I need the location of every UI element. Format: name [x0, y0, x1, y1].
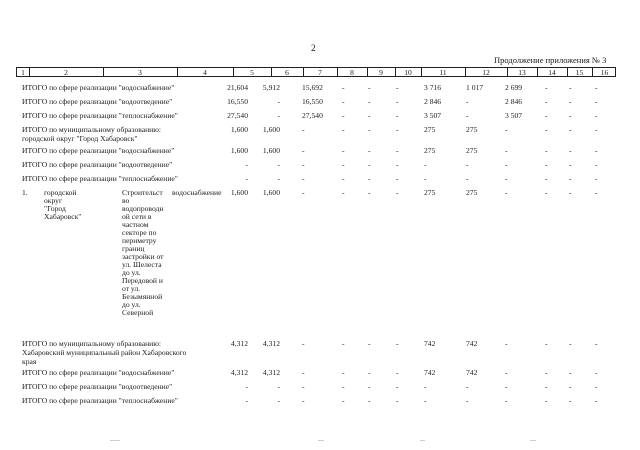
cell-col-7: -	[302, 188, 305, 197]
row-label: ИТОГО по сфере реализации "теплоснабжение"	[22, 174, 178, 183]
cell-col-6: 1,600	[262, 125, 280, 134]
cell-col-11: 275	[424, 125, 436, 134]
cell-col-7: -	[302, 160, 305, 169]
cell-col-14: -	[545, 396, 548, 405]
cell-col-12: 742	[466, 339, 478, 348]
item-project-line: Северной	[122, 308, 154, 317]
cell-col-11: 275	[424, 188, 436, 197]
cell-col-12: 275	[466, 188, 478, 197]
cell-col-10: -	[396, 83, 399, 92]
cell-col-11: 3 716	[424, 83, 442, 92]
cell-col-5: 4,312	[230, 368, 248, 377]
cell-col-10: -	[396, 339, 399, 348]
cell-col-8: -	[342, 83, 345, 92]
cell-col-13: -	[505, 368, 508, 377]
cell-col-7: -	[302, 174, 305, 183]
cell-col-16: -	[595, 111, 598, 120]
cell-col-11: 742	[424, 339, 436, 348]
cell-col-5: 4,312	[230, 339, 248, 348]
cell-col-15: -	[569, 111, 572, 120]
cell-col-5: 1,600	[230, 146, 248, 155]
cell-col-10: -	[396, 396, 399, 405]
row-label-line: края	[22, 357, 37, 366]
cell-col-6: -	[277, 382, 280, 391]
cell-col-13: -	[505, 146, 508, 155]
header-col-14: 14	[548, 68, 556, 77]
row-label: ИТОГО по сфере реализации "теплоснабжение"	[22, 111, 178, 120]
cell-col-16: -	[595, 97, 598, 106]
cell-col-14: -	[545, 111, 548, 120]
cell-col-5: 27,540	[227, 111, 248, 120]
item-project-line: во	[122, 196, 130, 205]
cell-col-8: -	[342, 160, 345, 169]
cell-col-10: -	[396, 111, 399, 120]
row-label: ИТОГО по сфере реализации "водоснабжение"	[22, 146, 175, 155]
cell-col-6: -	[277, 396, 280, 405]
cell-col-12: -	[466, 396, 469, 405]
cell-col-5: -	[245, 174, 248, 183]
cell-col-14: -	[545, 382, 548, 391]
cell-col-16: -	[595, 174, 598, 183]
cell-col-9: -	[368, 111, 371, 120]
cell-col-11: -	[424, 382, 427, 391]
cell-col-8: -	[342, 382, 345, 391]
cell-col-13: 2 699	[505, 83, 523, 92]
cell-col-11: -	[424, 396, 427, 405]
cell-col-6: 4,312	[262, 368, 280, 377]
cell-col-12: -	[466, 111, 469, 120]
row-label-line: Хабаровский муниципальный район Хабаровского	[22, 348, 187, 357]
cell-col-15: -	[569, 146, 572, 155]
item-number: 1.	[22, 188, 28, 197]
header-col-9: 9	[379, 68, 383, 77]
header-col-10: 10	[404, 68, 412, 77]
cell-col-15: -	[569, 125, 572, 134]
item-entity-line: Хабаровск"	[44, 212, 82, 221]
item-project-line: от ул.	[122, 284, 141, 293]
cell-col-6: 4,312	[262, 339, 280, 348]
header-col-15: 15	[575, 68, 584, 77]
cell-col-5: -	[245, 160, 248, 169]
row-label-line: ИТОГО по муниципальному образованию:	[22, 339, 162, 348]
cell-col-5: 1,600	[230, 188, 248, 197]
header-col-5: 5	[250, 68, 254, 77]
scan-edge	[420, 440, 425, 441]
cell-col-7: 16,550	[302, 97, 323, 106]
item-entity-line: городской	[44, 188, 77, 197]
cell-col-10: -	[396, 146, 399, 155]
cell-col-9: -	[368, 396, 371, 405]
cell-col-12: 1 017	[466, 83, 484, 92]
cell-col-14: -	[545, 174, 548, 183]
cell-col-8: -	[342, 174, 345, 183]
cell-col-7: -	[302, 339, 305, 348]
cell-col-13: 3 507	[505, 111, 523, 120]
cell-col-9: -	[368, 125, 371, 134]
cell-col-12: -	[466, 160, 469, 169]
item-project-line: Передовой и	[122, 276, 163, 285]
cell-col-8: -	[342, 368, 345, 377]
cell-col-8: -	[342, 146, 345, 155]
cell-col-7: 15,692	[302, 83, 323, 92]
row-label: ИТОГО по сфере реализации "водоотведение"	[22, 382, 173, 391]
cell-col-12: 275	[466, 146, 478, 155]
cell-col-8: -	[342, 125, 345, 134]
scan-edge	[318, 440, 324, 441]
cell-col-9: -	[368, 188, 371, 197]
cell-col-15: -	[569, 188, 572, 197]
scan-edge	[530, 440, 536, 441]
cell-col-7: -	[302, 396, 305, 405]
cell-col-11: -	[424, 160, 427, 169]
cell-col-11: 275	[424, 146, 436, 155]
scan-edge	[110, 440, 120, 441]
continuation-caption: Продолжение приложения № 3	[494, 55, 607, 65]
cell-col-13: -	[505, 160, 508, 169]
cell-col-14: -	[545, 188, 548, 197]
cell-col-7: -	[302, 146, 305, 155]
row-label: ИТОГО по сфере реализации "водоотведение"	[22, 97, 173, 106]
cell-col-16: -	[595, 382, 598, 391]
cell-col-10: -	[396, 188, 399, 197]
item-entity-line: округ	[44, 196, 63, 205]
cell-col-5: 1,600	[230, 125, 248, 134]
cell-col-16: -	[595, 83, 598, 92]
header-col-13: 13	[518, 68, 526, 77]
cell-col-9: -	[368, 160, 371, 169]
cell-col-14: -	[545, 160, 548, 169]
cell-col-14: -	[545, 83, 548, 92]
item-project-line: Строительст	[122, 188, 163, 197]
cell-col-11: -	[424, 174, 427, 183]
header-col-6: 6	[285, 68, 289, 77]
item-project-line: границ	[122, 244, 145, 253]
cell-col-6: -	[277, 174, 280, 183]
cell-col-15: -	[569, 174, 572, 183]
cell-col-15: -	[569, 368, 572, 377]
cell-col-6: 5,912	[262, 83, 280, 92]
cell-col-6: 1,600	[262, 188, 280, 197]
row-label: ИТОГО по сфере реализации "водоснабжение"	[22, 83, 175, 92]
cell-col-11: 3 507	[424, 111, 442, 120]
header-col-1: 1	[21, 68, 25, 77]
cell-col-15: -	[569, 160, 572, 169]
cell-col-9: -	[368, 382, 371, 391]
cell-col-13: -	[505, 396, 508, 405]
cell-col-8: -	[342, 97, 345, 106]
cell-col-9: -	[368, 83, 371, 92]
cell-col-7: -	[302, 368, 305, 377]
item-entity-line: "Город	[44, 204, 66, 213]
item-project-line: ул. Шелеста	[122, 260, 162, 269]
item-project-line: водопроводн	[122, 204, 164, 213]
header-col-16: 16	[600, 68, 609, 77]
cell-col-5: 16,550	[227, 97, 248, 106]
cell-col-14: -	[545, 368, 548, 377]
header-col-7: 7	[318, 68, 322, 77]
cell-col-16: -	[595, 160, 598, 169]
cell-col-6: -	[277, 97, 280, 106]
row-label: ИТОГО по сфере реализации "водоотведение"	[22, 160, 173, 169]
cell-col-12: 275	[466, 125, 478, 134]
column-header-row	[16, 67, 616, 77]
item-project-line: Безымянной	[122, 292, 163, 301]
cell-col-16: -	[595, 188, 598, 197]
item-project-line: частном	[122, 220, 149, 229]
item-project-line: до ул.	[122, 300, 141, 309]
header-col-4: 4	[203, 68, 207, 77]
item-project-line: периметру	[122, 236, 157, 245]
header-col-8: 8	[350, 68, 354, 77]
cell-col-10: -	[396, 368, 399, 377]
row-label-line: ИТОГО по муниципальному образованию:	[22, 125, 162, 134]
cell-col-11: 2 846	[424, 97, 442, 106]
cell-col-5: -	[245, 382, 248, 391]
row-label: ИТОГО по сфере реализации "водоснабжение"	[22, 368, 175, 377]
cell-col-16: -	[595, 146, 598, 155]
item-project-line: застройки от	[122, 252, 164, 261]
cell-col-9: -	[368, 368, 371, 377]
cell-col-14: -	[545, 146, 548, 155]
cell-col-15: -	[569, 339, 572, 348]
cell-col-5: -	[245, 396, 248, 405]
cell-col-13: -	[505, 382, 508, 391]
cell-col-16: -	[595, 396, 598, 405]
cell-col-9: -	[368, 339, 371, 348]
cell-col-10: -	[396, 125, 399, 134]
cell-col-13: -	[505, 174, 508, 183]
cell-col-15: -	[569, 97, 572, 106]
cell-col-6: 1,600	[262, 146, 280, 155]
header-col-3: 3	[138, 68, 142, 77]
cell-col-15: -	[569, 83, 572, 92]
cell-col-10: -	[396, 174, 399, 183]
cell-col-10: -	[396, 160, 399, 169]
cell-col-9: -	[368, 174, 371, 183]
cell-col-8: -	[342, 111, 345, 120]
item-sphere: водоснабжение	[172, 188, 222, 197]
cell-col-6: -	[277, 111, 280, 120]
cell-col-16: -	[595, 339, 598, 348]
header-col-12: 12	[482, 68, 490, 77]
cell-col-8: -	[342, 339, 345, 348]
header-col-2: 2	[64, 68, 68, 77]
cell-col-5: 21,604	[227, 83, 248, 92]
cell-col-7: -	[302, 125, 305, 134]
cell-col-6: -	[277, 160, 280, 169]
cell-col-10: -	[396, 382, 399, 391]
cell-col-12: -	[466, 382, 469, 391]
cell-col-16: -	[595, 368, 598, 377]
cell-col-16: -	[595, 125, 598, 134]
cell-col-9: -	[368, 97, 371, 106]
item-project-line: до ул.	[122, 268, 141, 277]
header-col-11: 11	[439, 68, 447, 77]
cell-col-11: 742	[424, 368, 436, 377]
cell-col-8: -	[342, 188, 345, 197]
item-project-line: ой сети в	[122, 212, 152, 221]
cell-col-7: 27,540	[302, 111, 323, 120]
cell-col-15: -	[569, 396, 572, 405]
row-label-line: городской округ "Город Хабаровск"	[22, 134, 138, 143]
cell-col-14: -	[545, 125, 548, 134]
cell-col-14: -	[545, 339, 548, 348]
item-project-line: секторе по	[122, 228, 157, 237]
cell-col-15: -	[569, 382, 572, 391]
cell-col-13: -	[505, 339, 508, 348]
cell-col-12: -	[466, 174, 469, 183]
cell-col-13: 2 846	[505, 97, 523, 106]
cell-col-13: -	[505, 188, 508, 197]
cell-col-9: -	[368, 146, 371, 155]
cell-col-10: -	[396, 97, 399, 106]
page-number: 2	[311, 44, 316, 54]
cell-col-12: -	[466, 97, 469, 106]
cell-col-13: -	[505, 125, 508, 134]
cell-col-8: -	[342, 396, 345, 405]
cell-col-12: 742	[466, 368, 478, 377]
row-label: ИТОГО по сфере реализации "теплоснабжение"	[22, 396, 178, 405]
cell-col-14: -	[545, 97, 548, 106]
cell-col-7: -	[302, 382, 305, 391]
